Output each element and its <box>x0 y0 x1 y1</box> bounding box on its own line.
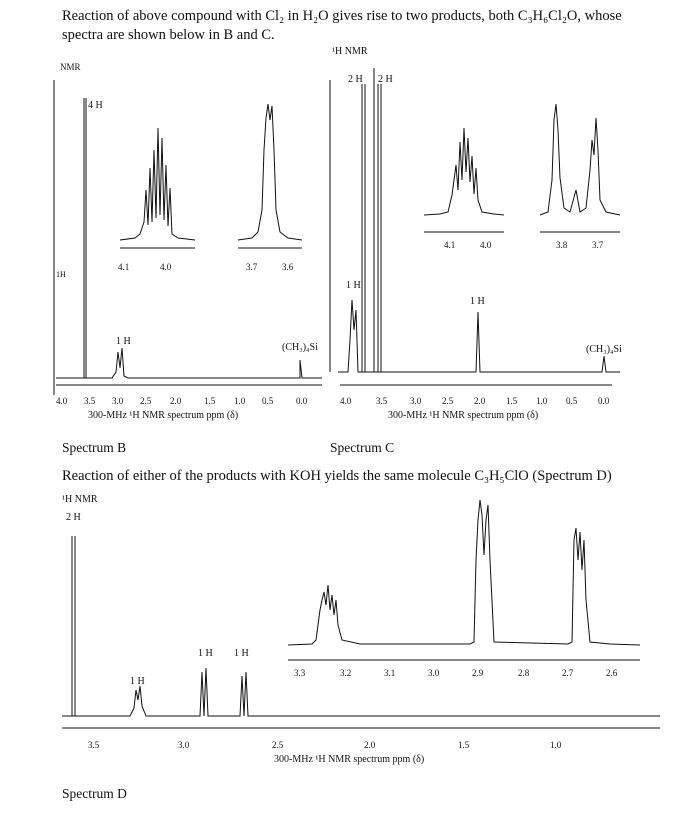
spectrum-c-peak-label-1h-a: 1 H <box>346 280 361 291</box>
spectrum-c-inset-1 <box>424 128 504 215</box>
spectrum-b-peak-label-1h: 1 H <box>116 336 131 347</box>
spectrum-d-caption: Spectrum D <box>62 786 127 801</box>
spectrum-d-axis-title: 300-MHz ¹H NMR spectrum ppm (δ) <box>274 754 425 765</box>
spectrum-d-peak-label-1h-c: 1 H <box>234 648 249 659</box>
spectrum-c-inset-2 <box>540 104 620 215</box>
spectrum-c-axis-tick: 1.0 <box>536 396 548 406</box>
spectrum-c-nmr-label: ¹H NMR <box>332 46 368 57</box>
spectrum-d-axis-tick: 2.0 <box>364 740 376 750</box>
spectrum-b-nmr-label: NMR <box>60 62 81 72</box>
spectrum-d-nmr-label: ¹H NMR <box>62 494 98 505</box>
spectrum-d-axis-tick: 3.0 <box>178 740 190 750</box>
spectrum-c-axis-tick: 1.5 <box>506 396 518 406</box>
spectrum-c-inset-2-tick-a: 3.8 <box>556 240 568 250</box>
spectrum-c-plot <box>330 68 620 385</box>
spectrum-d-inset-tick: 2.6 <box>606 668 618 678</box>
spectrum-d-axis-tick: 1.5 <box>458 740 470 750</box>
spectrum-b-axis-tick: 3.0 <box>112 396 124 406</box>
spectrum-d-plot <box>62 500 660 728</box>
spectrum-b-axis-tick: 0.5 <box>262 396 274 406</box>
spectrum-d-inset-tick: 3.2 <box>340 668 352 678</box>
spectrum-d-peak-label-1h-a: 1 H <box>130 676 145 687</box>
spectrum-c-baseline <box>338 300 620 372</box>
spectrum-d-inset-tick: 3.3 <box>294 668 306 678</box>
spectrum-b-axis-title: 300-MHz ¹H NMR spectrum ppm (δ) <box>88 410 239 421</box>
spectrum-d-inset-tick: 2.9 <box>472 668 484 678</box>
spectrum-c-axis-title: 300-MHz ¹H NMR spectrum ppm (δ) <box>388 410 539 421</box>
spectrum-c-axis-tick: 4.0 <box>340 396 352 406</box>
spectrum-c-caption: Spectrum C <box>330 440 395 455</box>
spectrum-c-peak-label-2h-b: 2 H <box>378 74 393 85</box>
spectrum-b-inset-2-tick-a: 3.7 <box>246 262 258 272</box>
spectrum-d-inset-tick: 2.8 <box>518 668 530 678</box>
spectrum-c-inset-1-tick-a: 4.1 <box>444 240 456 250</box>
spectrum-d-peak-label-1h-b: 1 H <box>198 648 213 659</box>
spectrum-b-tms-label: (CH₃)₄Si <box>282 342 318 353</box>
spectrum-b-axis-tick: 0.0 <box>296 396 308 406</box>
spectrum-c-axis-tick: 2.5 <box>442 396 454 406</box>
spectrum-b-axis-tick: 1.5 <box>204 396 216 406</box>
spectrum-d-axis-tick: 1.0 <box>550 740 562 750</box>
spectrum-b-left-marker: 1H <box>56 270 66 279</box>
spectrum-d-axis-tick: 3.5 <box>88 740 100 750</box>
spectrum-b-axis-tick: 2.0 <box>170 396 182 406</box>
spectrum-c-inset-1-tick-b: 4.0 <box>480 240 492 250</box>
spectrum-d-inset-tick: 3.1 <box>384 668 396 678</box>
middle-line: Reaction of either of the products with KOH yields the same molecule C₃H₅ClO (Spectrum D) <box>62 468 612 484</box>
spectrum-c-axis-tick: 3.5 <box>376 396 388 406</box>
spectrum-c-inset-2-tick-b: 3.7 <box>592 240 604 250</box>
spectrum-b-inset-1 <box>120 128 195 240</box>
spectrum-c-tms-label: (CH₃)₄Si <box>586 344 622 355</box>
spectrum-b-peak-label-4h: 4 H <box>88 100 103 111</box>
spectrum-b-inset-1-tick-a: 4.1 <box>118 262 130 272</box>
spectrum-b-inset-2-tick-b: 3.6 <box>282 262 294 272</box>
spectrum-b-axis-tick: 1.0 <box>234 396 246 406</box>
intro-line-1: Reaction of above compound with Cl₂ in H₂O gives rise to two products, both C₃H₆Cl₂O, whose <box>62 8 622 24</box>
spectrum-b-caption: Spectrum B <box>62 440 127 455</box>
spectrum-b-axis-tick: 2.5 <box>140 396 152 406</box>
spectrum-c-axis-tick: 2.0 <box>474 396 486 406</box>
spectrum-b-axis-tick: 4.0 <box>56 396 68 406</box>
spectrum-d-inset <box>288 500 640 645</box>
spectrum-d-inset-tick: 2.7 <box>562 668 574 678</box>
spectrum-c-axis-tick: 3.0 <box>410 396 422 406</box>
spectrum-c-peak-label-2h-a: 2 H <box>348 74 363 85</box>
spectrum-b-axis-tick: 3.5 <box>84 396 96 406</box>
intro-line-2: spectra are shown below in B and C. <box>62 27 275 43</box>
spectrum-c-axis-tick: 0.5 <box>566 396 578 406</box>
spectrum-c-peak-label-1h-b: 1 H <box>470 296 485 307</box>
spectrum-d-peak-label-2h: 2 H <box>66 512 81 523</box>
spectrum-b-inset-1-tick-b: 4.0 <box>160 262 172 272</box>
spectrum-c-axis-tick: 0.0 <box>598 396 610 406</box>
spectrum-b-inset-2 <box>238 104 302 240</box>
spectrum-d-inset-tick: 3.0 <box>428 668 440 678</box>
spectrum-d-axis-tick: 2.5 <box>272 740 284 750</box>
